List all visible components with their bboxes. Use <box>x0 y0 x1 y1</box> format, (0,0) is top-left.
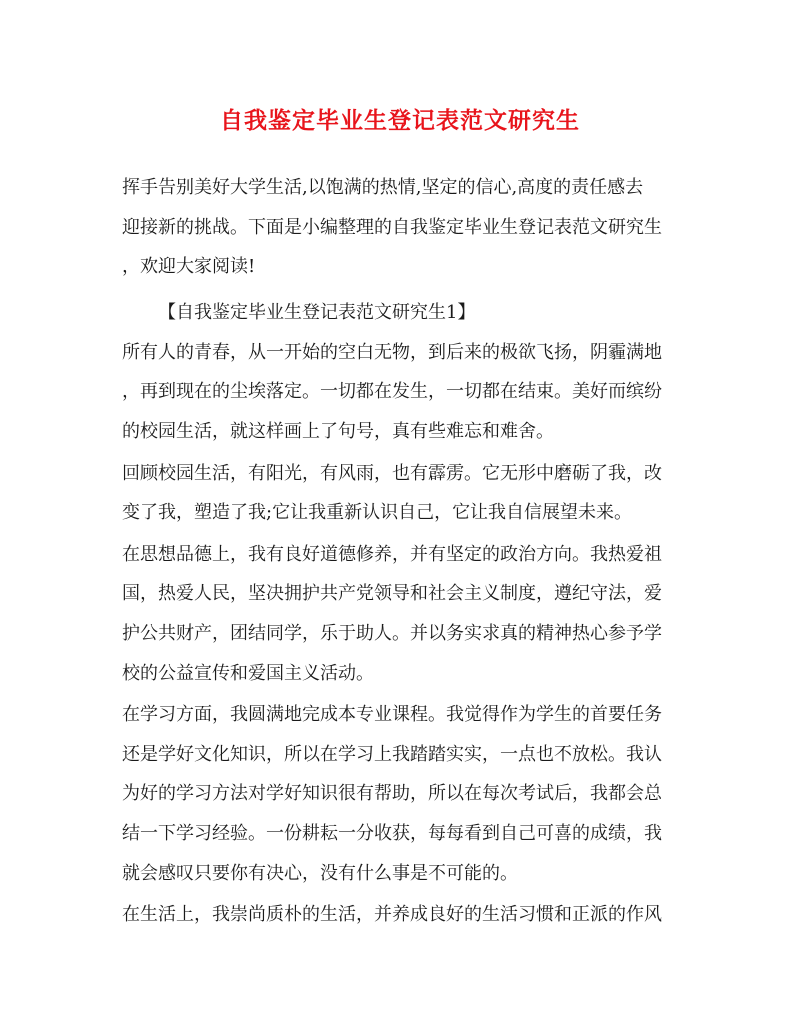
text-line: 还是学好文化知识，所以在学习上我踏踏实实，一点也不放松。我认 <box>122 743 662 765</box>
text-line: ，再到现在的尘埃落定。一切都在发生，一切都在结束。美好而缤纷 <box>122 381 662 403</box>
text-line: 所有人的青春，从一开始的空白无物，到后来的极欲飞扬，阴霾满地 <box>122 341 662 363</box>
text-line: 挥手告别美好大学生活,以饱满的热情,坚定的信心,高度的责任感去 <box>122 177 644 198</box>
text-line: 结一下学习经验。一份耕耘一分收获，每每看到自己可喜的成绩，我 <box>122 822 662 844</box>
body-paragraph <box>122 535 678 693</box>
body-paragraph <box>122 333 678 452</box>
section-heading: 【自我鉴定毕业生登记表范文研究生1】 <box>158 301 476 323</box>
document-title: 自我鉴定毕业生登记表范文研究生 <box>220 107 580 134</box>
text-line: 护公共财产，团结同学，乐于助人。并以务实求真的精神热心参予学 <box>122 622 662 644</box>
document-body <box>122 168 678 935</box>
body-paragraph <box>122 695 678 893</box>
text-line: 在思想品德上，我有良好道德修养，并有坚定的政治方向。我热爱祖 <box>122 543 662 565</box>
text-line: 回顾校园生活，有阳光，有风雨，也有霹雳。它无形中磨砺了我，改 <box>122 462 662 484</box>
text-line: 校的公益宣传和爱国主义活动。 <box>122 662 374 684</box>
text-line: 的校园生活，就这样画上了句号，真有些难忘和难舍。 <box>122 420 554 442</box>
text-line: 在生活上，我崇尚质朴的生活，并养成良好的生活习惯和正派的作风 <box>122 904 662 926</box>
text-line: 就会感叹只要你有决心，没有什么事是不可能的。 <box>122 862 518 884</box>
text-line: 在学习方面，我圆满地完成本专业课程。我觉得作为学生的首要任务 <box>122 704 662 726</box>
text-line: 国，热爱人民，坚决拥护共产党领导和社会主义制度，遵纪守法，爱 <box>122 583 662 605</box>
body-paragraph <box>122 895 678 935</box>
text-line: 变了我，塑造了我;它让我重新认识自己，它让我自信展望未来。 <box>122 502 633 524</box>
body-paragraph <box>122 454 678 533</box>
text-line: 为好的学习方法对学好知识很有帮助，所以在每次考试后，我都会总 <box>122 783 662 805</box>
text-line: 迎接新的挑战。下面是小编整理的自我鉴定毕业生登记表范文研究生 <box>122 216 662 238</box>
text-line: ，欢迎大家阅读! <box>122 256 256 278</box>
intro-paragraph <box>122 168 678 287</box>
